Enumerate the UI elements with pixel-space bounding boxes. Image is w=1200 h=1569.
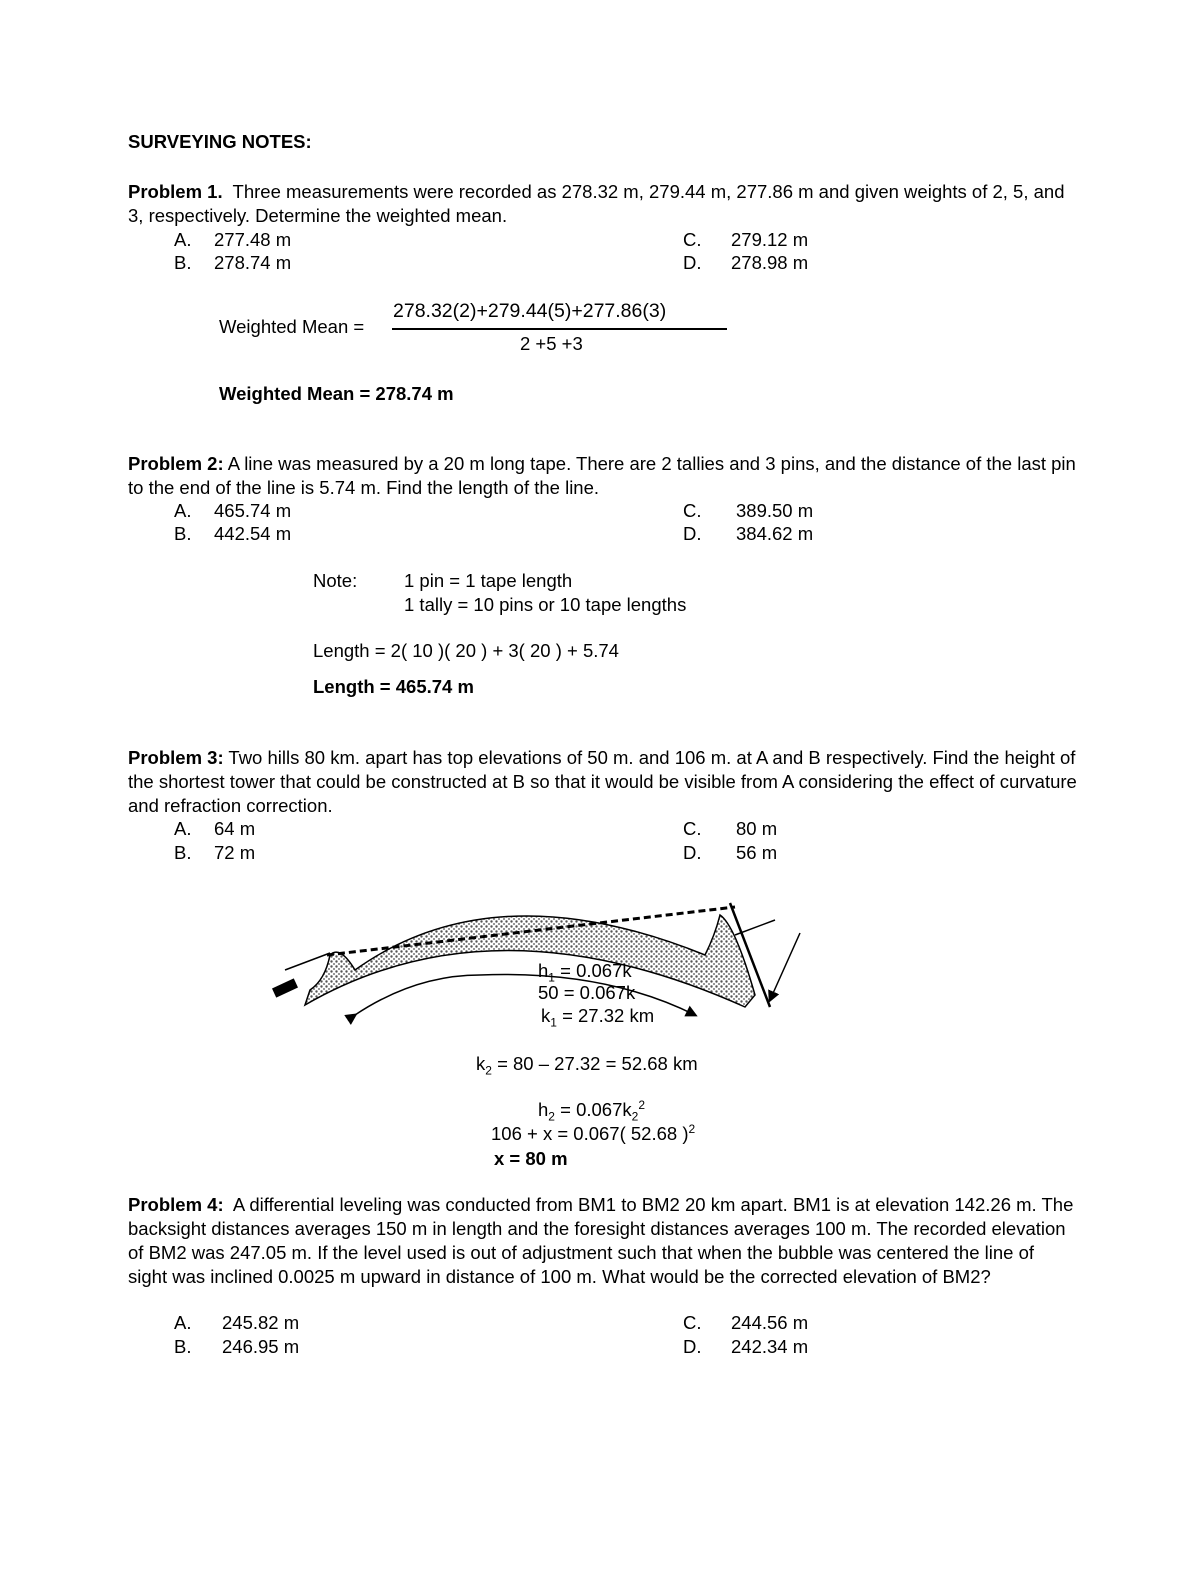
problem-3-label: Problem 3: (128, 747, 224, 768)
option-b: B. 278.74 m (174, 252, 292, 273)
equation-k1: $k_1 = 27.32$ km (541, 1005, 655, 1030)
option-d: D. 242.34 m (683, 1336, 809, 1357)
problem-4-text: A differential leveling was conducted from BM1 to BM2 20 km apart. BM1 is at elevation 142.26 m. The backsight distances averages 150 m in length and the foresight distances averages 100 m. The recorded elevation of BM2 was 247.05 m. If the level used is out of adjustment such that when the bubble was centered the line of sight was inclined 0.0025 m upward in distance of 100 m. What would be the corrected elevation of BM2? (128, 1194, 1074, 1287)
problem-2-text: A line was measured by a 20 m long tape. There are 2 tallies and 3 pins, and the distance of the last pin to the end of the line is 5.74 m. Find the length of the line. (128, 453, 1076, 498)
option-c: C. 80 m (683, 818, 778, 839)
problem-1-label: Problem 1. (128, 181, 223, 202)
weighted-mean-denominator: 2 +5 +3 (520, 333, 583, 354)
tower-dim (735, 920, 775, 935)
problem-3-statement (128, 746, 1078, 818)
option-d: D. 278.98 m (683, 252, 809, 273)
problem-3-answer: x = 80 m (494, 1148, 568, 1169)
weighted-mean-numerator: 278.32(2)+279.44(5)+277.86(3) (393, 300, 667, 322)
problem-1-answer: Weighted Mean = 278.74 m (219, 383, 454, 404)
note-line-1: 1 pin = 1 tape length (404, 570, 573, 591)
label-mark (272, 978, 298, 997)
problem-2-statement (128, 452, 1078, 500)
equation-h1: $h_1 = 0.067k$ (538, 960, 632, 985)
h2-arrow (770, 933, 800, 1000)
note-line-2: 1 tally = 10 pins or 10 tape lengths (404, 594, 687, 615)
option-a: A. 465.74 m (174, 500, 292, 521)
equation-50: 50 = 0.067k (538, 982, 636, 1003)
equation-tower: 106 + x = 0.067( 52.68 )$^2$ (491, 1121, 696, 1144)
problem-3-text: Two hills 80 km. apart has top elevations of 50 m. and 106 m. at A and B respectively. Find the height of the shortest tower that could be constructed at B so that it would be visible from A considering the effect of curvature and refraction correction. (128, 747, 1077, 816)
option-b: B. 246.95 m (174, 1336, 300, 1357)
problem-4-label: Problem 4: (128, 1194, 224, 1215)
option-d: D. 384.62 m (683, 523, 814, 544)
problem-2-label: Problem 2: (128, 453, 224, 474)
page-title: SURVEYING NOTES: (128, 131, 312, 152)
equation-h2: $h_2 = 0.067k_2^2$ (538, 1097, 645, 1124)
option-a: A. 245.82 m (174, 1312, 300, 1333)
problem-4-statement (128, 1193, 1078, 1289)
fraction-bar (392, 328, 727, 330)
option-b: B. 72 m (174, 842, 256, 863)
option-b: B. 442.54 m (174, 523, 292, 544)
option-c: C. 279.12 m (683, 229, 809, 250)
length-formula: Length = 2( 10 )( 20 ) + 3( 20 ) + 5.74 (313, 640, 619, 661)
weighted-mean-label: Weighted Mean = (219, 316, 365, 337)
problem-1-text: Three measurements were recorded as 278.32 m, 279.44 m, 277.86 m and given weights of 2, 5, and 3, respectively. Determine the weighted mean. (128, 181, 1065, 226)
option-a: A. 277.48 m (174, 229, 292, 250)
problem-1-statement (128, 180, 1078, 228)
earth-surface (305, 915, 755, 1007)
note-label: Note: (313, 570, 358, 591)
tangent-line (285, 953, 330, 970)
k1-arrow (355, 975, 480, 1015)
option-c: C. 244.56 m (683, 1312, 809, 1333)
equation-k2: $k_2 = 80 - 27.32 = 52.68$ km (476, 1053, 698, 1078)
problem-2-answer: Length = 465.74 m (313, 676, 474, 697)
option-d: D. 56 m (683, 842, 778, 863)
option-c: C. 389.50 m (683, 500, 814, 521)
option-a: A. 64 m (174, 818, 256, 839)
